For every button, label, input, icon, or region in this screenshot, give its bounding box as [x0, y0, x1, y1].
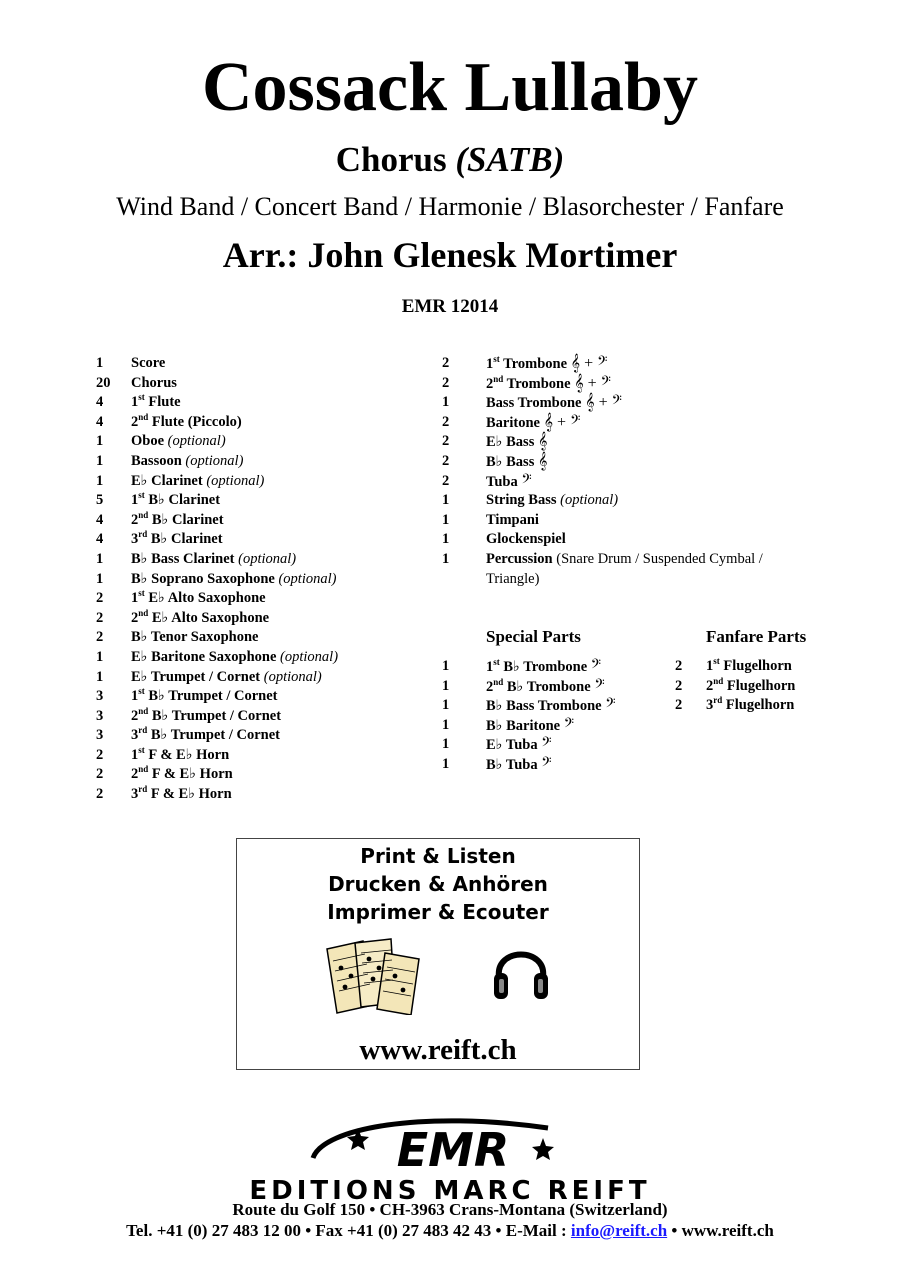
- list-item: [96, 628, 436, 648]
- part-name-line: [486, 735, 552, 756]
- part-name: B♭ Trumpet / Cornet: [150, 727, 281, 744]
- part-number: 2: [131, 609, 139, 626]
- part-name-line: [131, 746, 229, 766]
- part-number: 1: [131, 746, 139, 763]
- part-name-line: [131, 628, 258, 648]
- list-item: [96, 511, 436, 531]
- emr-logo: [303, 1108, 603, 1178]
- part-quantity: 3: [96, 707, 104, 724]
- part-number: 1: [706, 658, 714, 674]
- part-name: E♭ Bass: [486, 434, 535, 451]
- part-ordinal-suffix: nd: [493, 373, 504, 384]
- part-name-line: [486, 657, 601, 678]
- part-name-line: [131, 707, 281, 727]
- part-quantity: 3: [96, 688, 104, 705]
- clef-icon: 𝄞: [537, 452, 548, 470]
- part-name: Bass Trombone: [486, 395, 582, 412]
- fanfare-parts-list: [675, 657, 875, 716]
- part-name-line: [131, 393, 181, 413]
- logo-text: EMR: [396, 1123, 510, 1177]
- arranger: Arr.: John Glenesk Mortimer: [222, 235, 678, 275]
- list-item: [442, 432, 882, 452]
- part-quantity: 4: [96, 413, 104, 430]
- page-title: Cossack Lullaby: [202, 49, 698, 126]
- list-item: [442, 452, 882, 472]
- list-item: [442, 472, 882, 492]
- list-item: [442, 374, 882, 394]
- part-ordinal-suffix: st: [138, 588, 145, 599]
- part-name: B♭ Baritone: [486, 717, 561, 734]
- instrumentation-line: Wind Band / Concert Band / Harmonie / Blasorchester / Fanfare: [116, 192, 784, 221]
- part-name-line: [131, 648, 338, 668]
- part-name-line: [131, 550, 296, 570]
- part-name: F & E♭ Horn: [150, 786, 232, 803]
- part-name-line: [131, 785, 232, 805]
- part-quantity: 1: [96, 472, 104, 489]
- part-name: B♭ Trumpet / Cornet: [148, 688, 278, 705]
- part-quantity: 20: [96, 374, 111, 391]
- promo-line-de: Drucken & Anhören: [328, 872, 548, 896]
- part-name: Chorus: [131, 374, 177, 391]
- part-name-line: [131, 374, 177, 394]
- part-name: Flugelhorn: [726, 677, 796, 694]
- part-number: 3: [706, 697, 714, 714]
- part-quantity: 4: [96, 511, 104, 528]
- part-quantity: 1: [442, 677, 450, 694]
- part-name-line: [131, 589, 266, 609]
- part-number: 2: [706, 677, 714, 694]
- list-item: [96, 570, 436, 590]
- list-item: [96, 785, 436, 805]
- part-name: B♭ Bass: [486, 453, 535, 470]
- part-ordinal-suffix: st: [138, 745, 145, 756]
- part-ordinal-suffix: st: [493, 354, 500, 365]
- part-quantity: 1: [96, 452, 104, 469]
- part-name-line: [486, 755, 552, 776]
- part-name: B♭ Bass Trombone: [486, 698, 602, 715]
- part-ordinal-suffix: st: [713, 656, 720, 667]
- list-item: [442, 755, 682, 775]
- part-name: E♭ Alto Saxophone: [148, 590, 266, 607]
- part-name-line: [486, 393, 622, 414]
- part-ordinal-suffix: rd: [138, 725, 148, 736]
- list-item: [675, 677, 875, 697]
- publisher-name: EDITIONS MARC REIFT: [249, 1176, 651, 1206]
- subtitle-main: Chorus: [335, 140, 447, 179]
- part-quantity: 2: [96, 746, 104, 763]
- clef-icon: 𝄞 + 𝄢: [543, 413, 581, 431]
- part-name: Baritone: [486, 414, 540, 431]
- part-name: String Bass: [486, 492, 557, 509]
- part-quantity: 2: [442, 433, 450, 450]
- part-quantity: 1: [96, 570, 104, 587]
- part-number: 1: [486, 659, 494, 675]
- part-name: E♭ Trumpet / Cornet: [131, 668, 261, 685]
- list-item: [442, 550, 882, 589]
- part-number: 2: [486, 678, 494, 695]
- part-quantity: 1: [96, 668, 104, 685]
- part-ordinal-suffix: st: [493, 657, 500, 668]
- part-number: 1: [486, 356, 494, 372]
- clef-icon: 𝄢: [541, 736, 552, 754]
- part-number: 2: [131, 766, 139, 783]
- part-quantity: 1: [442, 697, 450, 714]
- catalog-number: EMR 12014: [401, 296, 499, 317]
- part-name-line: [486, 677, 605, 698]
- part-name: Bassoon: [131, 452, 182, 469]
- part-name: Trombone: [506, 375, 571, 392]
- part-name: Percussion: [486, 550, 553, 567]
- part-quantity: 2: [96, 786, 104, 803]
- part-quantity: 1: [442, 394, 450, 411]
- part-name: Glockenspiel: [486, 531, 566, 548]
- list-item: [96, 354, 436, 374]
- list-item: [96, 374, 436, 394]
- part-name-line: [131, 491, 220, 511]
- part-ordinal-suffix: st: [138, 392, 145, 403]
- optional-note: (optional): [206, 472, 265, 489]
- part-name: Flugelhorn: [723, 658, 792, 674]
- part-quantity: 2: [96, 590, 104, 607]
- clef-icon: 𝄢: [594, 677, 605, 695]
- part-name: B♭ Clarinet: [150, 531, 223, 548]
- part-ordinal-suffix: nd: [713, 675, 724, 686]
- part-name-line: [131, 609, 269, 629]
- part-name: B♭ Trombone: [503, 659, 588, 675]
- part-quantity: 1: [442, 755, 450, 772]
- part-ordinal-suffix: nd: [138, 607, 149, 618]
- part-quantity: 5: [96, 492, 104, 509]
- part-quantity: 2: [675, 658, 683, 674]
- clef-icon: 𝄢: [605, 697, 616, 715]
- list-item: [96, 668, 436, 688]
- part-name: B♭ Clarinet: [148, 492, 221, 509]
- part-quantity: 2: [442, 452, 450, 469]
- part-quantity: 1: [96, 355, 104, 371]
- clef-icon: 𝄢: [590, 658, 602, 675]
- part-quantity: 4: [96, 394, 104, 411]
- sheet-music-icon: [321, 935, 429, 1015]
- part-name-line: [486, 530, 566, 550]
- list-item: [675, 696, 875, 716]
- part-name-line: [486, 452, 547, 473]
- optional-note: (optional): [263, 668, 322, 685]
- part-number: 2: [486, 375, 494, 392]
- part-quantity: 3: [96, 727, 104, 744]
- part-name-line: [131, 726, 280, 746]
- part-ordinal-suffix: rd: [138, 529, 148, 540]
- part-name: B♭ Trombone: [506, 678, 591, 695]
- fanfare-parts-heading: Fanfare Parts: [706, 627, 807, 646]
- list-item: [96, 589, 436, 609]
- part-name-line: [131, 432, 226, 452]
- part-ordinal-suffix: nd: [138, 764, 149, 775]
- clef-icon: 𝄢: [563, 716, 575, 734]
- part-note: (Snare Drum / Suspended Cymbal / Triangle): [486, 550, 763, 587]
- part-name: Flugelhorn: [725, 697, 795, 714]
- list-item: [442, 735, 682, 755]
- part-name: B♭ Bass Clarinet: [131, 550, 235, 567]
- part-name-line: [131, 413, 242, 433]
- part-ordinal-suffix: st: [138, 490, 145, 501]
- part-quantity: 2: [96, 766, 104, 783]
- part-number: 2: [131, 511, 139, 528]
- part-name-line: [131, 511, 224, 531]
- part-name-line: [131, 687, 278, 707]
- part-number: 1: [131, 590, 139, 607]
- special-parts-list: [442, 657, 682, 775]
- part-name: Trombone: [503, 356, 568, 372]
- part-name: B♭ Trumpet / Cornet: [151, 707, 282, 724]
- part-name-line: [486, 354, 607, 375]
- part-quantity: 2: [442, 472, 450, 489]
- part-name-line: [131, 570, 336, 590]
- part-name-line: [486, 491, 618, 511]
- subtitle: [0, 138, 900, 182]
- part-name-line: [706, 677, 795, 697]
- part-quantity: 2: [96, 609, 104, 626]
- part-number: 2: [131, 707, 139, 724]
- part-quantity: 1: [442, 736, 450, 753]
- part-ordinal-suffix: st: [138, 686, 145, 697]
- part-name-line: [486, 432, 547, 453]
- part-number: 3: [131, 727, 139, 744]
- part-name-line: [131, 452, 243, 472]
- part-name: F & E♭ Horn: [151, 766, 233, 783]
- part-quantity: 2: [96, 629, 104, 646]
- part-ordinal-suffix: nd: [138, 705, 149, 716]
- part-number: 3: [131, 531, 139, 548]
- part-name: E♭ Alto Saxophone: [151, 609, 270, 626]
- optional-note: (optional): [560, 492, 619, 509]
- list-item: [96, 413, 436, 433]
- part-quantity: 1: [442, 511, 450, 528]
- part-name-line: [706, 657, 792, 677]
- list-item: [96, 609, 436, 629]
- part-number: 3: [131, 786, 139, 803]
- list-item: [442, 413, 882, 433]
- part-quantity: 2: [675, 677, 683, 694]
- part-name: F & E♭ Horn: [148, 746, 230, 763]
- part-name-line: [486, 716, 574, 737]
- optional-note: (optional): [185, 452, 244, 469]
- part-quantity: 1: [442, 550, 450, 567]
- part-ordinal-suffix: rd: [713, 695, 723, 706]
- part-quantity: 1: [442, 531, 450, 548]
- part-name-line: [486, 550, 806, 589]
- clef-icon: 𝄞: [537, 433, 548, 451]
- part-name: Flute: [148, 394, 181, 411]
- part-name-line: [486, 413, 580, 434]
- list-item: [442, 393, 882, 413]
- part-name: B♭ Tenor Saxophone: [131, 629, 259, 646]
- list-item: [442, 530, 882, 550]
- publisher-contact: [0, 1220, 900, 1242]
- list-item: [96, 452, 436, 472]
- part-name: E♭ Baritone Saxophone: [131, 648, 277, 665]
- part-name: Timpani: [486, 511, 539, 528]
- part-quantity: 2: [675, 697, 683, 714]
- list-item: [442, 657, 682, 677]
- part-name: E♭ Clarinet: [131, 472, 203, 489]
- part-name-line: [486, 696, 616, 717]
- part-name-line: [131, 668, 322, 688]
- part-name: B♭ Clarinet: [151, 511, 224, 528]
- parts-list-right: [442, 354, 882, 589]
- email-link[interactable]: info@reift.ch: [570, 1221, 668, 1240]
- part-number: 1: [131, 492, 139, 509]
- subtitle-voices: (SATB): [455, 140, 565, 179]
- part-quantity: 4: [96, 531, 104, 548]
- part-name-line: [131, 765, 233, 785]
- part-name: E♭ Tuba: [486, 737, 538, 754]
- part-number: 2: [131, 413, 139, 430]
- part-quantity: 1: [96, 648, 104, 665]
- list-item: [675, 657, 875, 677]
- optional-note: (optional): [238, 550, 297, 567]
- contact-website: • www.reift.ch: [667, 1221, 774, 1240]
- list-item: [96, 687, 436, 707]
- part-name: Flute (Piccolo): [151, 413, 242, 430]
- clef-icon: 𝄞 + 𝄢: [570, 355, 608, 372]
- list-item: [96, 530, 436, 550]
- list-item: [442, 491, 882, 511]
- list-item: [442, 716, 682, 736]
- list-item: [96, 648, 436, 668]
- part-number: 1: [131, 394, 139, 411]
- part-name: Score: [131, 355, 166, 371]
- part-ordinal-suffix: rd: [138, 784, 148, 795]
- part-name: Oboe: [131, 433, 165, 450]
- part-quantity: 1: [96, 433, 104, 450]
- part-ordinal-suffix: nd: [138, 411, 149, 422]
- part-ordinal-suffix: nd: [493, 676, 504, 687]
- part-name-line: [131, 530, 223, 550]
- part-number: 1: [131, 688, 139, 705]
- part-name: B♭ Soprano Saxophone: [131, 570, 275, 587]
- list-item: [442, 354, 882, 374]
- part-name-line: [486, 472, 532, 493]
- part-name-line: [486, 374, 611, 395]
- promo-line-fr: Imprimer & Ecouter: [327, 900, 549, 924]
- promo-line-en: Print & Listen: [360, 844, 516, 868]
- special-parts-heading: Special Parts: [486, 627, 581, 646]
- part-name-line: [486, 511, 539, 531]
- clef-icon: 𝄢: [541, 755, 552, 773]
- part-quantity: 1: [442, 716, 450, 733]
- clef-icon: 𝄞 + 𝄢: [574, 374, 611, 392]
- part-quantity: 1: [442, 492, 450, 509]
- part-quantity: 2: [442, 413, 450, 430]
- headphones-icon: [491, 937, 551, 1005]
- part-name-line: [706, 696, 794, 716]
- list-item: [442, 511, 882, 531]
- clef-icon: 𝄢: [521, 472, 532, 490]
- list-item: [442, 696, 682, 716]
- part-name: Tuba: [486, 473, 518, 490]
- part-quantity: 2: [442, 355, 450, 371]
- list-item: [96, 432, 436, 452]
- part-name-line: [131, 354, 165, 374]
- print-listen-box: [236, 838, 640, 1070]
- optional-note: (optional): [278, 570, 337, 587]
- part-quantity: 2: [442, 374, 450, 391]
- parts-list-left: [96, 354, 436, 805]
- part-quantity: 1: [442, 658, 450, 674]
- list-item: [96, 550, 436, 570]
- list-item: [442, 677, 682, 697]
- list-item: [96, 707, 436, 727]
- list-item: [96, 393, 436, 413]
- optional-note: (optional): [280, 648, 339, 665]
- promo-url[interactable]: www.reift.ch: [359, 1034, 517, 1066]
- optional-note: (optional): [167, 433, 226, 450]
- part-ordinal-suffix: nd: [138, 509, 149, 520]
- list-item: [96, 491, 436, 511]
- part-name: B♭ Tuba: [486, 756, 538, 773]
- part-quantity: 1: [96, 550, 104, 567]
- part-name-line: [131, 472, 264, 492]
- list-item: [96, 765, 436, 785]
- list-item: [96, 726, 436, 746]
- contact-phone-fax: Tel. +41 (0) 27 483 12 00 • Fax +41 (0) 27 483 42 43 • E-Mail :: [126, 1221, 571, 1240]
- list-item: [96, 746, 436, 766]
- list-item: [96, 472, 436, 492]
- publisher-address: Route du Golf 150 • CH-3963 Crans-Montana (Switzerland): [232, 1200, 668, 1219]
- clef-icon: 𝄞 + 𝄢: [585, 394, 622, 412]
